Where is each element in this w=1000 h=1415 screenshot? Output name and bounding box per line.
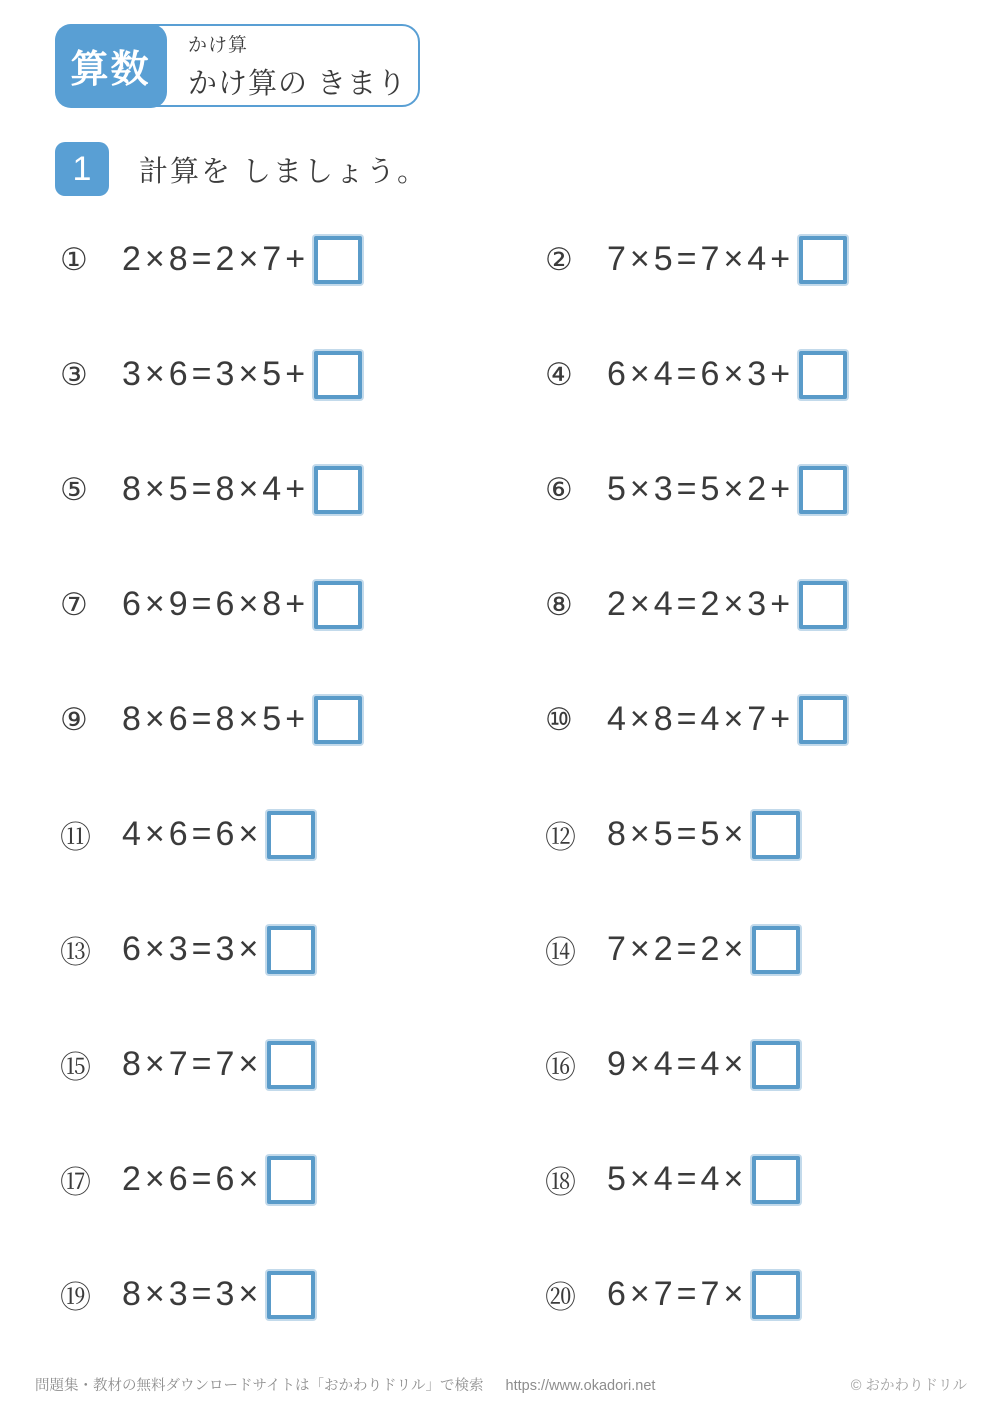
- problem-item: [545, 892, 940, 1007]
- problem-number: ⑥: [545, 471, 573, 507]
- problem-number: ⑫: [545, 820, 576, 855]
- problem-number: ⑯: [545, 1050, 576, 1085]
- problem-number: ⑩: [545, 701, 573, 737]
- answer-box[interactable]: [267, 1271, 315, 1319]
- problem-item: [60, 547, 545, 662]
- problem-item: [545, 1237, 940, 1352]
- equation-text: 6×9=6×8+: [122, 585, 310, 623]
- problem-item: [545, 432, 940, 547]
- problem-item: [60, 1007, 545, 1122]
- equation-text: 7×5=7×4+: [607, 240, 795, 278]
- answer-box[interactable]: [314, 581, 362, 629]
- answer-box[interactable]: [799, 581, 847, 629]
- worksheet-header: [55, 24, 420, 107]
- answer-box[interactable]: [752, 926, 800, 974]
- problem-number: ⑳: [545, 1280, 576, 1315]
- worksheet-title: かけ算の きまり: [188, 67, 408, 100]
- equation-text: 2×6=6×: [122, 1160, 263, 1198]
- footer: [35, 1374, 967, 1395]
- problem-item: [545, 317, 940, 432]
- problem-number: ⑦: [60, 586, 88, 622]
- problem-item: [60, 317, 545, 432]
- equation-text: 7×2=2×: [607, 930, 748, 968]
- equation-text: 5×3=5×2+: [607, 470, 795, 508]
- footer-copyright: © おかわりドリル: [850, 1378, 967, 1394]
- answer-box[interactable]: [799, 696, 847, 744]
- answer-box[interactable]: [314, 466, 362, 514]
- problem-number: ⑰: [60, 1165, 91, 1200]
- answer-box[interactable]: [267, 926, 315, 974]
- equation-text: 2×4=2×3+: [607, 585, 795, 623]
- problem-number: ⑭: [545, 935, 576, 970]
- answer-box[interactable]: [267, 811, 315, 859]
- problem-number: ⑤: [60, 471, 88, 507]
- problem-number: ⑪: [60, 820, 91, 855]
- equation-text: 6×7=7×: [607, 1275, 748, 1313]
- problem-number: ③: [60, 356, 88, 392]
- equation-text: 8×5=8×4+: [122, 470, 310, 508]
- problem-item: [60, 432, 545, 547]
- problem-item: [60, 1237, 545, 1352]
- section-number-badge: 1: [55, 142, 109, 196]
- answer-box[interactable]: [752, 1271, 800, 1319]
- problem-number: ⑧: [545, 586, 573, 622]
- equation-text: 4×6=6×: [122, 815, 263, 853]
- problem-item: [60, 202, 545, 317]
- equation-text: 4×8=4×7+: [607, 700, 795, 738]
- answer-box[interactable]: [752, 1041, 800, 1089]
- problem-item: [545, 1122, 940, 1237]
- equation-text: 6×4=6×3+: [607, 355, 795, 393]
- problem-item: [545, 662, 940, 777]
- answer-box[interactable]: [799, 236, 847, 284]
- answer-box[interactable]: [314, 351, 362, 399]
- problem-item: [60, 892, 545, 1007]
- instruction-text: 計算を しましょう。: [139, 155, 429, 188]
- problem-number: ⑬: [60, 935, 91, 970]
- title-block: [164, 26, 407, 105]
- equation-text: 2×8=2×7+: [122, 240, 310, 278]
- answer-box[interactable]: [752, 811, 800, 859]
- category-label: かけ算: [188, 34, 249, 56]
- problem-number: ⑱: [545, 1165, 576, 1200]
- equation-text: 8×5=5×: [607, 815, 748, 853]
- section-heading: [55, 142, 428, 196]
- problem-number: ⑲: [60, 1280, 91, 1315]
- footer-site-info: [35, 1374, 655, 1395]
- footer-url: https://www.okadori.net: [505, 1378, 656, 1394]
- problems-grid: [60, 202, 940, 1352]
- answer-box[interactable]: [267, 1041, 315, 1089]
- problem-number: ④: [545, 356, 573, 392]
- equation-text: 8×3=3×: [122, 1275, 263, 1313]
- equation-text: 6×3=3×: [122, 930, 263, 968]
- problem-number: ⑮: [60, 1050, 91, 1085]
- problem-number: ②: [545, 241, 573, 277]
- answer-box[interactable]: [314, 236, 362, 284]
- problem-item: [60, 1122, 545, 1237]
- problem-item: [545, 547, 940, 662]
- problem-item: [60, 777, 545, 892]
- footer-search-hint: 問題集・教材の無料ダウンロードサイトは「おかわりドリル」で検索: [35, 1378, 484, 1394]
- problem-item: [545, 777, 940, 892]
- answer-box[interactable]: [314, 696, 362, 744]
- answer-box[interactable]: [799, 351, 847, 399]
- problem-item: [545, 1007, 940, 1122]
- answer-box[interactable]: [799, 466, 847, 514]
- problem-item: [545, 202, 940, 317]
- subject-badge: 算数: [55, 24, 167, 108]
- answer-box[interactable]: [752, 1156, 800, 1204]
- problem-number: ⑨: [60, 701, 88, 737]
- equation-text: 8×6=8×5+: [122, 700, 310, 738]
- problem-number: ①: [60, 241, 88, 277]
- equation-text: 8×7=7×: [122, 1045, 263, 1083]
- equation-text: 5×4=4×: [607, 1160, 748, 1198]
- equation-text: 3×6=3×5+: [122, 355, 310, 393]
- answer-box[interactable]: [267, 1156, 315, 1204]
- problem-item: [60, 662, 545, 777]
- equation-text: 9×4=4×: [607, 1045, 748, 1083]
